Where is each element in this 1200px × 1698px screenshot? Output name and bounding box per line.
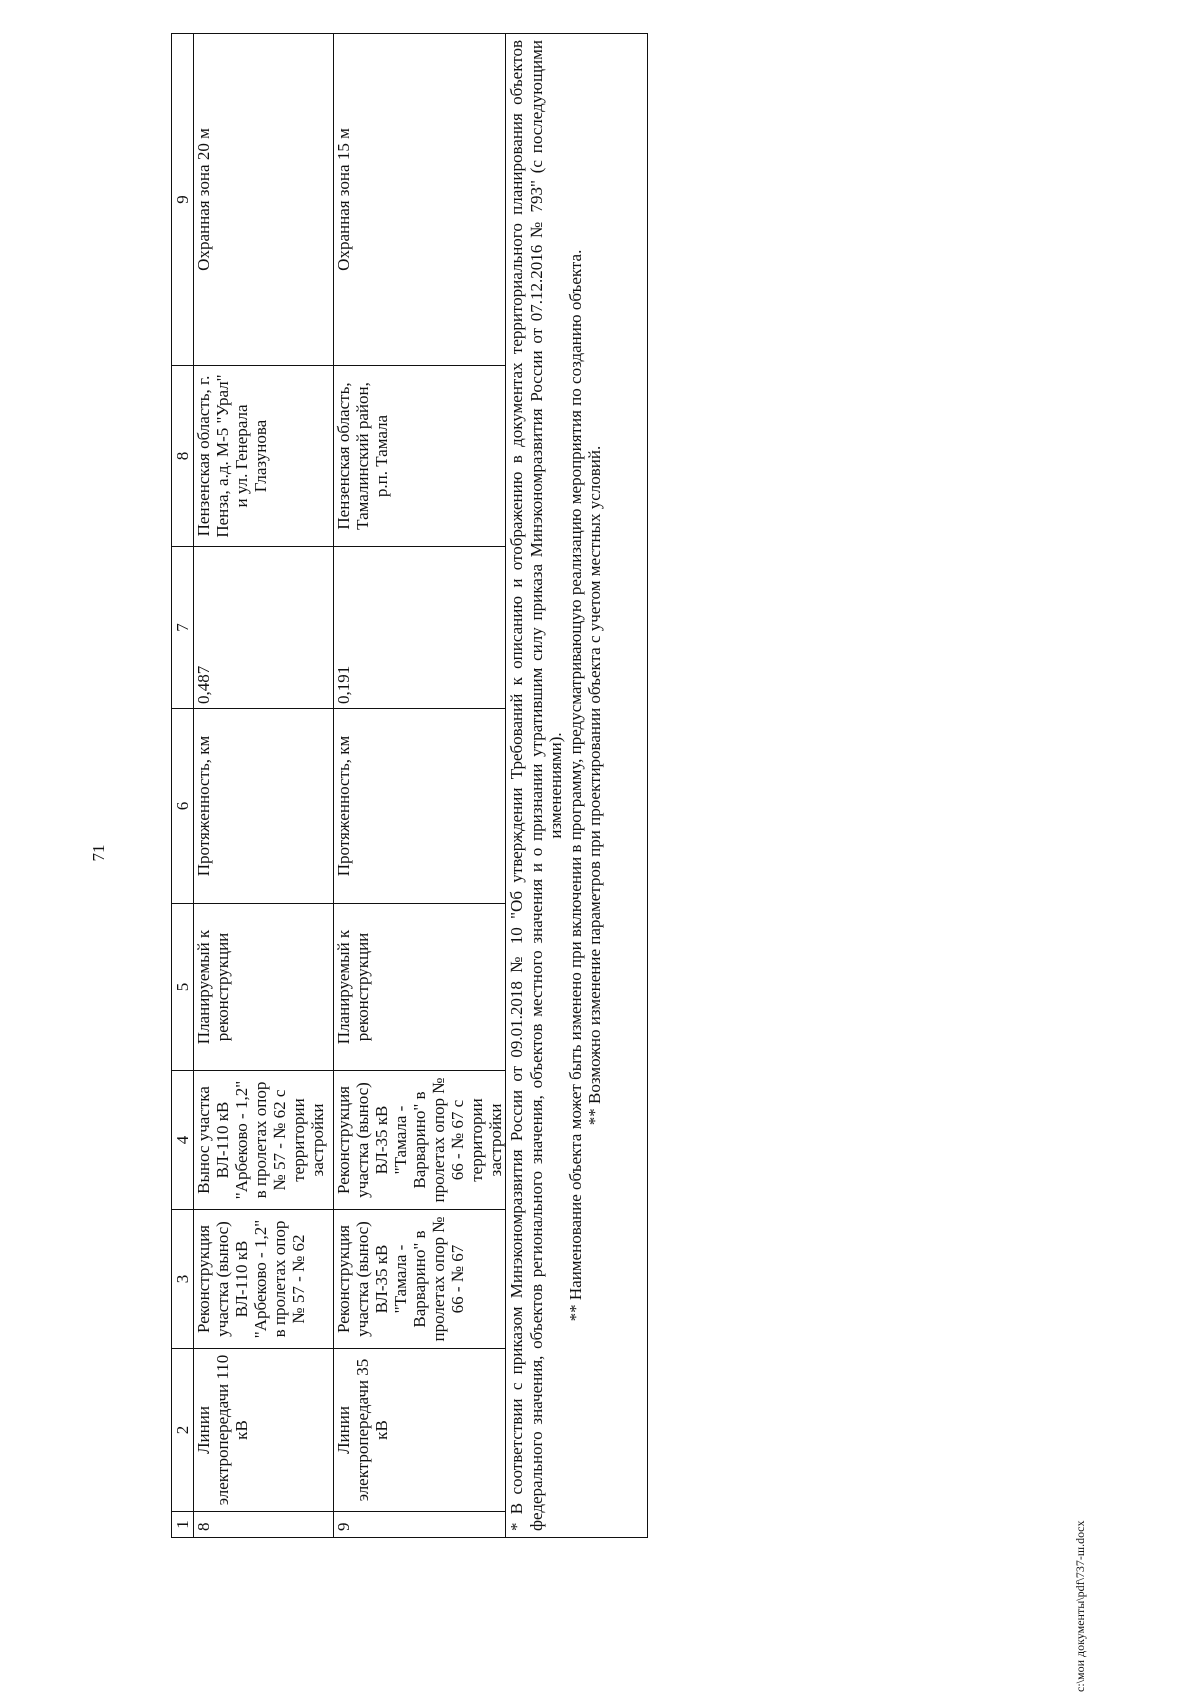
header-cell: 4	[172, 1071, 194, 1210]
header-cell: 2	[172, 1349, 194, 1512]
header-cell: 3	[172, 1210, 194, 1349]
file-path-footer: c:\мои документы\pdf\737-ш.docx	[1073, 1520, 1087, 1692]
footnote: ** Возможно изменение параметров при проектировании объекта с учетом местных условий.	[585, 445, 604, 1126]
location-cell: Пензенская область, Тамалинский район, р.п. Тамала	[334, 366, 506, 547]
header-cell: 8	[172, 366, 194, 547]
footnote: * В соответствии с приказом Минэкономразвития России от 09.01.2018 № 10 "Об утверждении Требований к описанию и отображению в документах территориального планирования объектов федерального значения, объектов регионального значения, объектов местного значения и о признании утратившим силу приказа Минэкономразвития России от 07.12.2016 № 793" (с последующими изменениями).	[507, 40, 565, 1531]
row-number-cell: 8	[194, 1512, 334, 1538]
page-number: 71	[89, 844, 108, 862]
characteristic-cell: Протяженность, км	[334, 709, 506, 904]
table-row	[194, 34, 334, 1538]
rotated-table-sheet	[171, 34, 643, 1538]
location-cell: Пензенская область, г. Пенза, а.д. М-5 "Урал" и ул. Генерала Глазунова	[194, 366, 334, 547]
header-cell: 5	[172, 904, 194, 1071]
zone-cell: Охранная зона 15 м	[334, 34, 506, 366]
footnotes-row	[506, 34, 648, 1538]
object-name-cell: Реконструкция участка (вынос) ВЛ-110 кВ "Арбеково - 1,2" в пролетах опор № 57 - № 62	[194, 1210, 334, 1349]
status-cell: Планируемый к реконструкции	[194, 904, 334, 1071]
object-type-cell: Линии электропередачи 110 кВ	[194, 1349, 334, 1512]
infrastructure-table	[171, 33, 648, 1538]
header-cell: 9	[172, 34, 194, 366]
purpose-cell: Реконструкция участка (вынос) ВЛ-35 кВ "Тамала - Варварино" в пролетах опор № 66 - № 67 с территории застройки	[334, 1071, 506, 1210]
status-cell: Планируемый к реконструкции	[334, 904, 506, 1071]
header-cell: 7	[172, 547, 194, 709]
table-header-row	[172, 34, 194, 1538]
footnotes-cell	[506, 34, 648, 1538]
footnote: ** Наименование объекта может быть изменено при включении в программу, предусматривающую реализацию мероприятия по созданию объекта.	[565, 249, 585, 1322]
header-cell: 6	[172, 709, 194, 904]
characteristic-cell: Протяженность, км	[194, 709, 334, 904]
purpose-cell: Вынос участка ВЛ-110 кВ "Арбеково - 1,2" в пролетах опор № 57 - № 62 с территории застройки	[194, 1071, 334, 1210]
value-cell: 0,487	[194, 547, 334, 709]
object-name-cell: Реконструкция участка (вынос) ВЛ-35 кВ "Тамала - Варварино" в пролетах опор № 66 - № 67	[334, 1210, 506, 1349]
header-cell: 1	[172, 1512, 194, 1538]
value-cell: 0,191	[334, 547, 506, 709]
table-row	[334, 34, 506, 1538]
object-type-cell: Линии электропередачи 35 кВ	[334, 1349, 506, 1512]
row-number-cell: 9	[334, 1512, 506, 1538]
zone-cell: Охранная зона 20 м	[194, 34, 334, 366]
table-sheet-inner	[171, 34, 643, 1538]
